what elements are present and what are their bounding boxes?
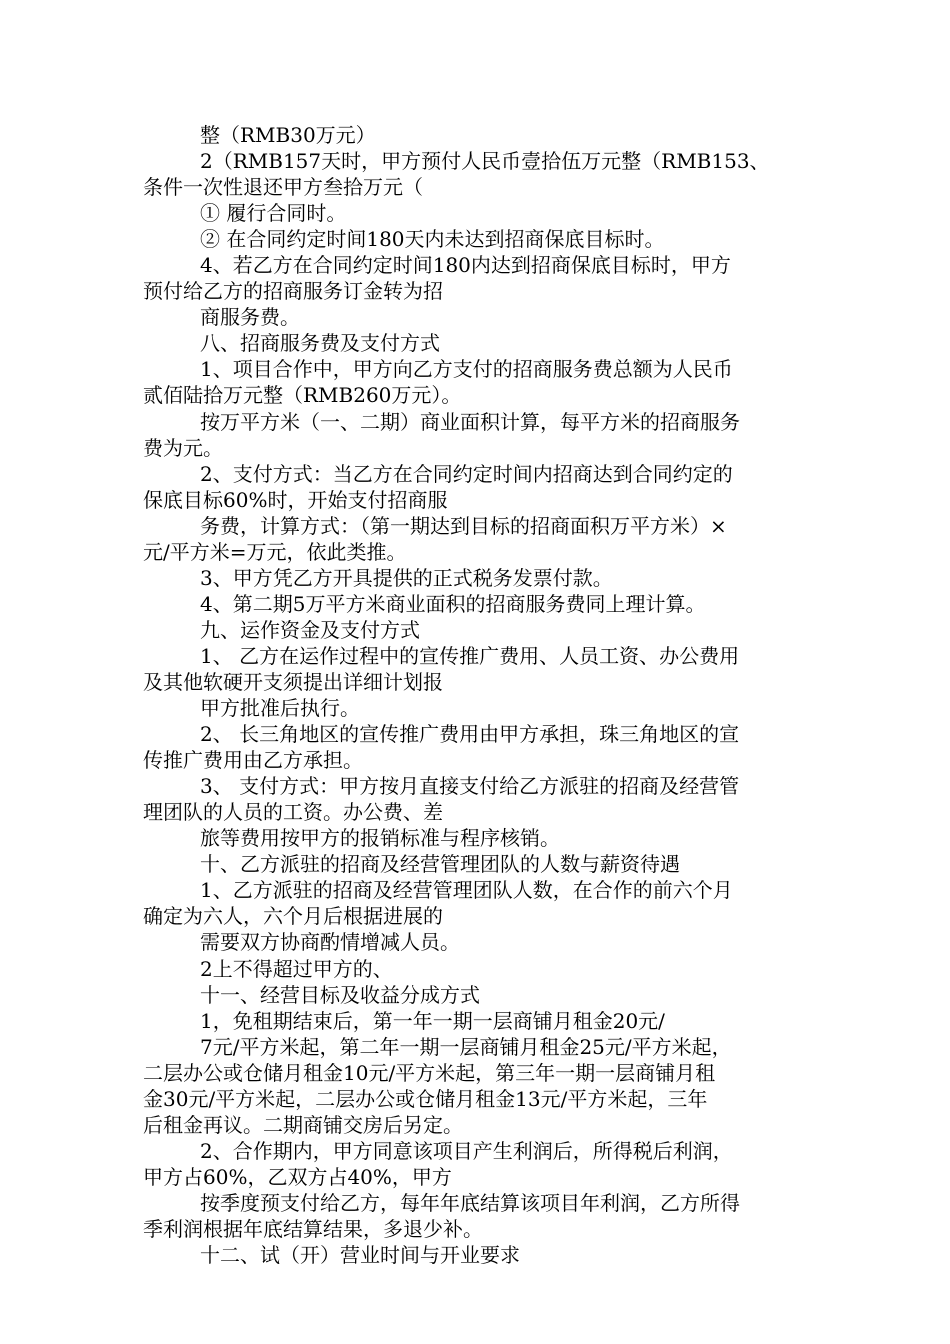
document-text-line: 甲方占60%，乙双方占40%，甲方 [143, 1164, 452, 1189]
document-text-line: 4、第二期5万平方米商业面积的招商服务费同上理计算。 [200, 591, 706, 616]
document-text-line: ① 履行合同时。 [200, 201, 347, 226]
document-text-line: 1、 乙方在运作过程中的宣传推广费用、人员工资、办公费用 [200, 643, 740, 668]
document-text-line: 3、 支付方式：甲方按月直接支付给乙方派驻的招商及经营管 [200, 774, 740, 799]
document-text-line: 预付给乙方的招商服务订金转为招 [143, 279, 443, 304]
document-text-line: 4、若乙方在合同约定时间180内达到招商保底目标时，甲方 [200, 253, 731, 278]
document-text-line: 按万平方米（一、二期）商业面积计算，每平方米的招商服务 [200, 409, 740, 434]
document-text-line: 旅等费用按甲方的报销标准与程序核销。 [200, 826, 560, 851]
document-text-line: 条件一次性退还甲方叁拾万元（ [143, 175, 423, 200]
document-text-line: 2（RMB157天时，甲方预付人民币壹拾伍万元整（RMB153、 [200, 149, 770, 174]
document-text-line: 需要双方协商酌情增减人员。 [200, 930, 460, 955]
document-text-line: 2上不得超过甲方的、 [200, 956, 393, 981]
document-text-line: 甲方批准后执行。 [200, 696, 360, 721]
document-text-line: 二层办公或仓储月租金10元/平方米起，第三年一期一层商铺月租 [143, 1060, 716, 1085]
document-text-line: 7元/平方米起，第二年一期一层商铺月租金25元/平方米起， [200, 1034, 732, 1059]
document-text-line: 1、项目合作中，甲方向乙方支付的招商服务费总额为人民币 [200, 357, 733, 382]
document-text-line: 务费，计算方式：（第一期达到目标的招商面积万平方米）× [200, 513, 727, 538]
document-text-line: 传推广费用由乙方承担。 [143, 748, 363, 773]
document-text-line: 十一、经营目标及收益分成方式 [200, 982, 480, 1007]
document-text-line: 十、乙方派驻的招商及经营管理团队的人数与薪资待遇 [200, 852, 680, 877]
document-text-line: 按季度预支付给乙方，每年年底结算该项目年利润，乙方所得 [200, 1190, 740, 1215]
document-text-line: 确定为六人，六个月后根据进展的 [143, 904, 443, 929]
document-text-line: 九、运作资金及支付方式 [200, 617, 420, 642]
document-text-line: ② 在合同约定时间180天内未达到招商保底目标时。 [200, 227, 665, 252]
document-text-line: 十二、试（开）营业时间与开业要求 [200, 1243, 520, 1268]
document-text-line: 元/平方米=万元，依此类推。 [143, 539, 407, 564]
document-text-line: 商服务费。 [200, 305, 300, 330]
document-text-line: 2、支付方式：当乙方在合同约定时间内招商达到合同约定的 [200, 461, 733, 486]
document-text-line: 及其他软硬开支须提出详细计划报 [143, 669, 443, 694]
document-text-line: 八、招商服务费及支付方式 [200, 331, 440, 356]
document-text-line: 1，免租期结束后，第一年一期一层商铺月租金20元/ [200, 1008, 665, 1033]
document-text-line: 季利润根据年底结算结果，多退少补。 [143, 1216, 483, 1241]
document-text-line: 后租金再议。二期商铺交房后另定。 [143, 1112, 463, 1137]
document-text-line: 理团队的人员的工资。办公费、差 [143, 800, 443, 825]
document-text-line: 3、甲方凭乙方开具提供的正式税务发票付款。 [200, 565, 613, 590]
document-text-line: 保底目标60%时，开始支付招商服 [143, 487, 448, 512]
document-text-line: 贰佰陆拾万元整（RMB260万元）。 [143, 383, 462, 408]
document-text-line: 1、乙方派驻的招商及经营管理团队人数，在合作的前六个月 [200, 878, 733, 903]
document-text-line: 金30元/平方米起，二层办公或仓储月租金13元/平方米起，三年 [143, 1086, 708, 1111]
document-text-line: 2、合作期内，甲方同意该项目产生利润后，所得税后利润， [200, 1138, 733, 1163]
document-body [143, 122, 808, 1268]
document-text-line: 费为元。 [143, 435, 223, 460]
document-text-line: 整（RMB30万元） [200, 123, 376, 147]
document-text-line: 2、 长三角地区的宣传推广费用由甲方承担，珠三角地区的宣 [200, 722, 740, 747]
